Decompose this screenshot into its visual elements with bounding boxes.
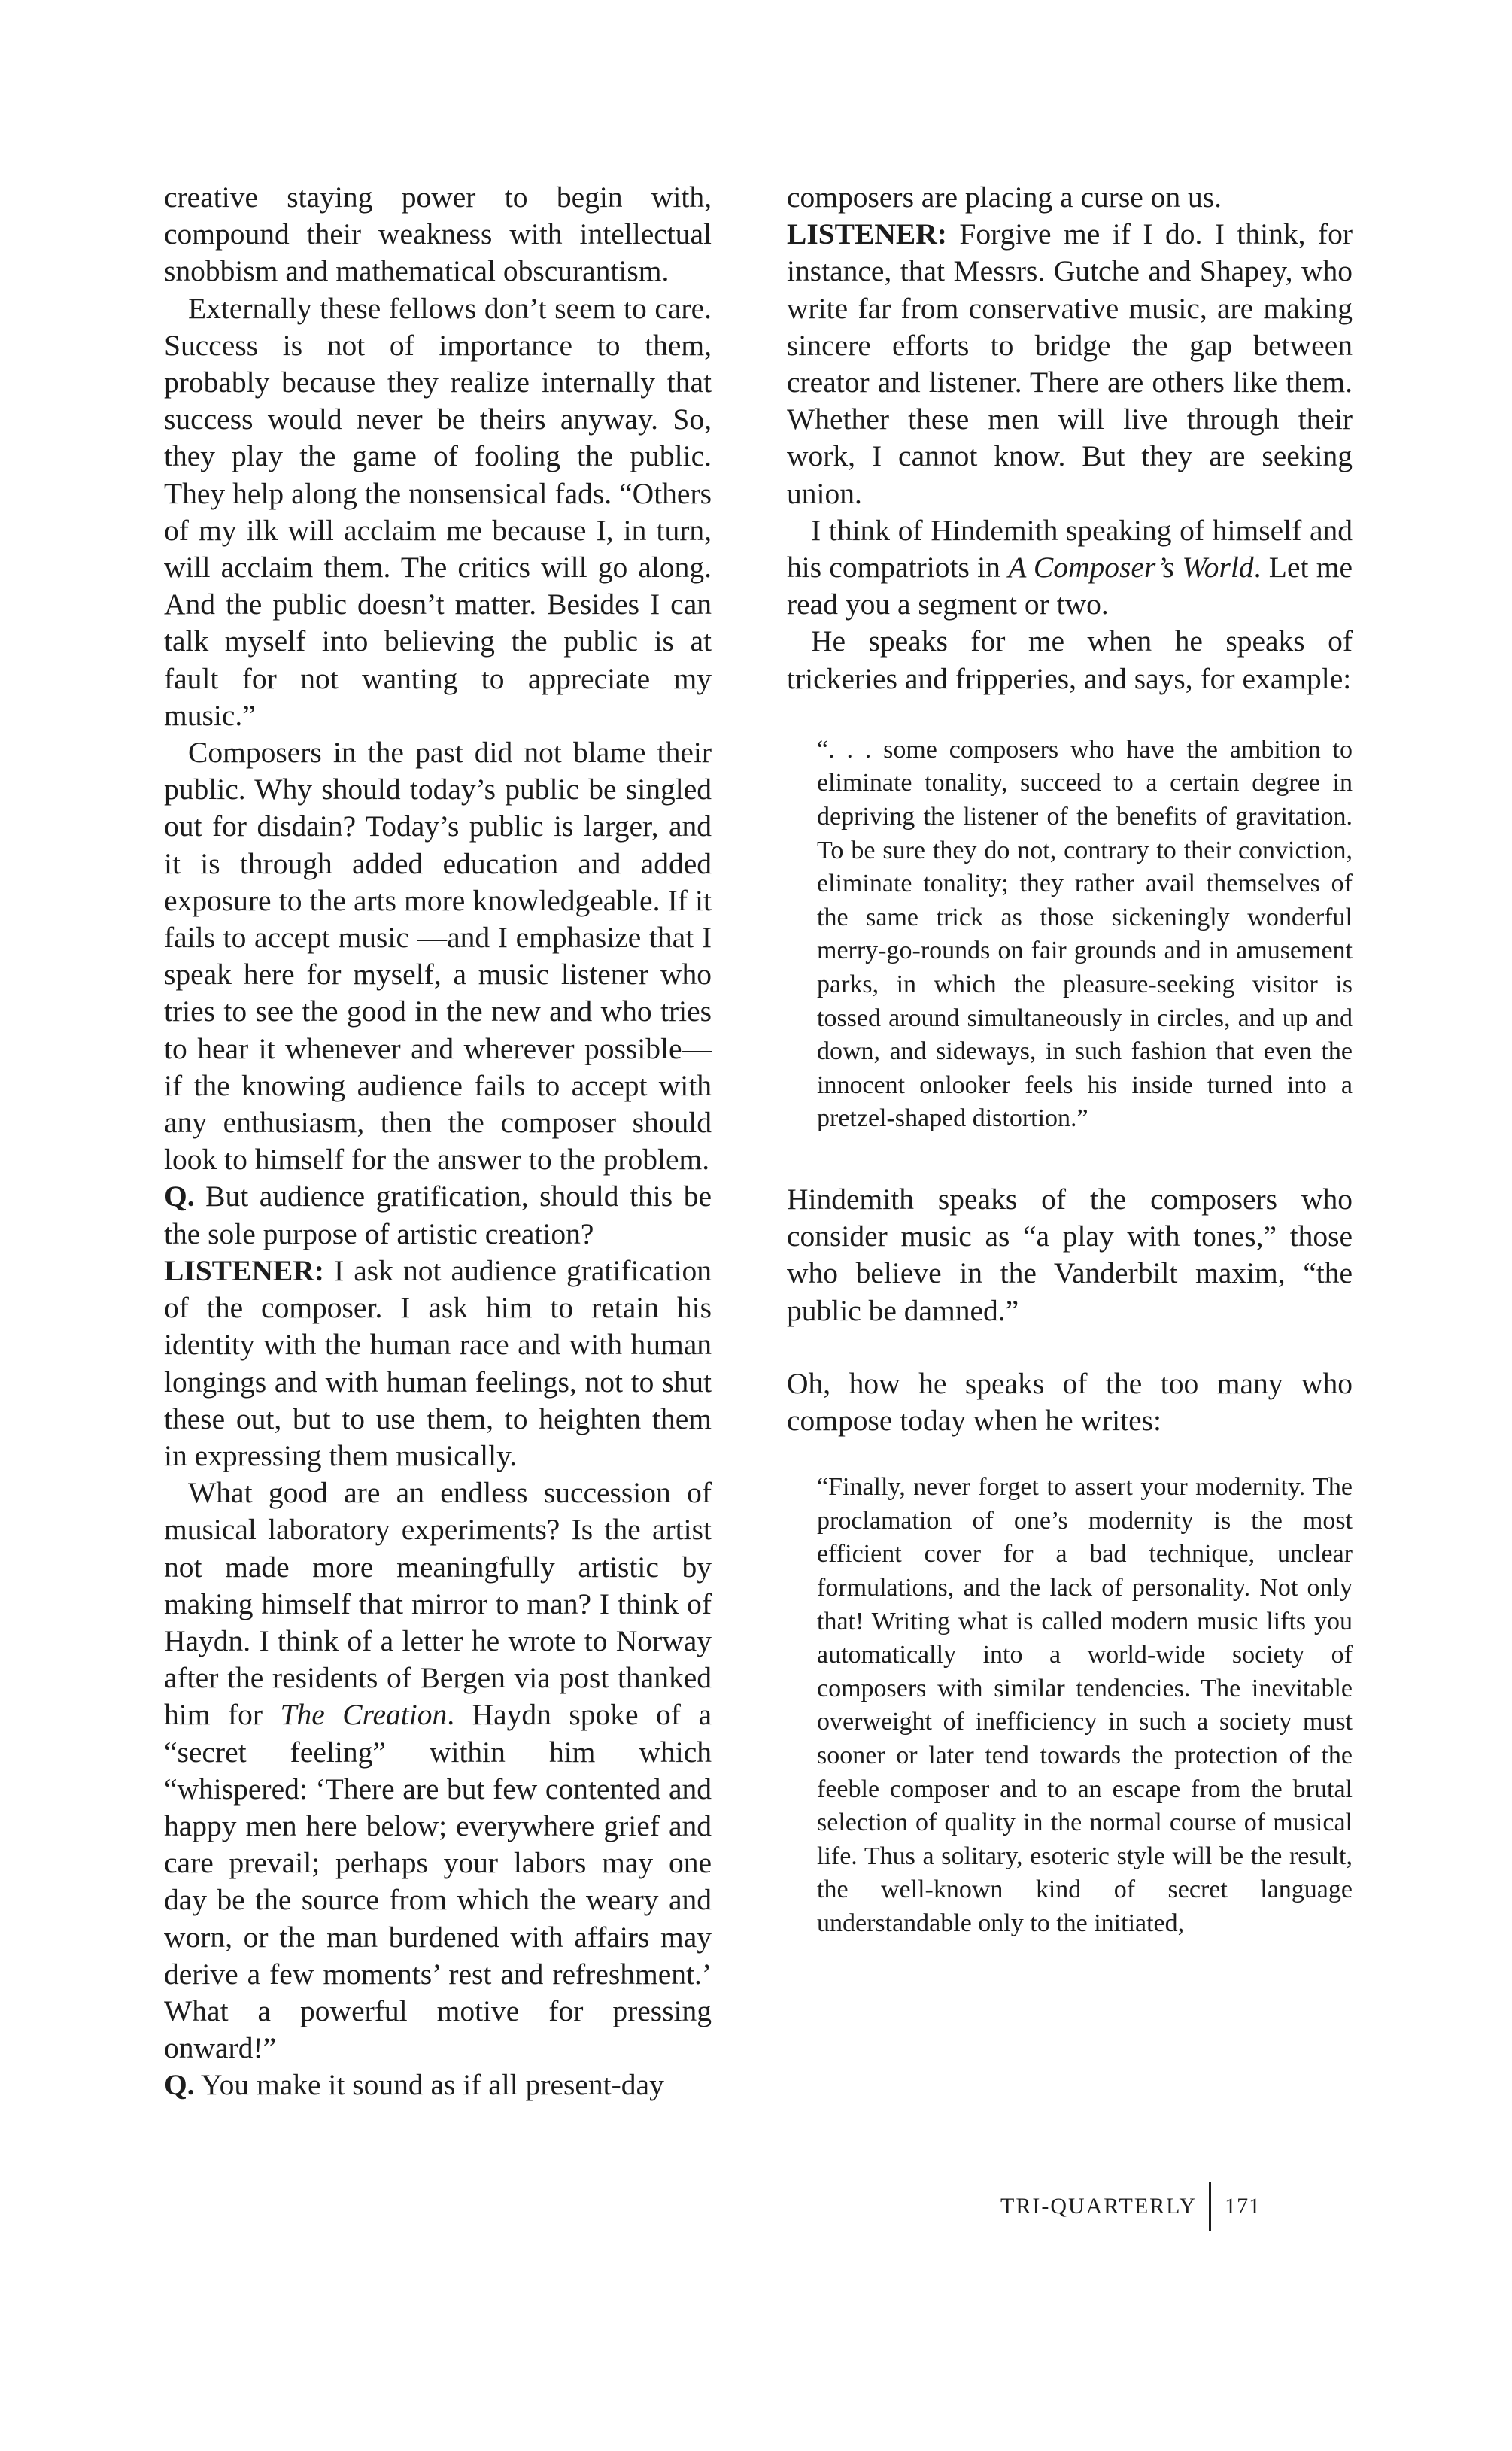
block-quote: “Finally, never forget to assert your modernity. The proclamation of one’s modernity is the most efficient cover for a bad technique, unclear formulations, and the lack of personality. Not only that! Writing what is called modern music lifts you automatically into a world-wide society of composers with similar tendencies. The inevitable overweight of inefficiency in such a society must sooner or later tend towards the protection of the feeble composer and to an escape from the brutal selection of quality in the normal course of musical life. Thus a solitary, esoteric style will be the result, the well-known kind of secret language understandable only to the initiated, bbox=[817, 1473, 1353, 1937]
left-column bbox=[164, 179, 712, 2104]
right-column bbox=[787, 179, 1353, 1941]
speaker-label: Q. bbox=[164, 2068, 195, 2102]
paragraph: He speaks for me when he speaks of trickeries and fripperies, and says, for example: bbox=[787, 624, 1353, 695]
listener-paragraph bbox=[164, 1253, 712, 1475]
speaker-label: LISTENER: bbox=[164, 1253, 324, 1287]
speaker-label: LISTENER: bbox=[787, 217, 947, 251]
paragraph: Hindemith speaks of the composers who consider music as “a play with tones,” those who believe in the Vanderbilt maxim, “the public be damned.” bbox=[787, 1182, 1353, 1327]
question-text: But audience gratification, should this be the sole purpose of artistic creation? bbox=[164, 1180, 712, 1250]
listener-text: I ask not audience gratification of the composer. I ask him to retain his identity with the human race and with human longings and with human feelings, not to shut these out, but to use them, to heighten them in expressing them musically. bbox=[164, 1253, 712, 1472]
paragraph: creative staying power to begin with, compound their weakness with intellectual snobbism and mathematical obscurantism. bbox=[164, 181, 712, 288]
text: . Let me read you a segment or two. bbox=[787, 551, 1353, 621]
journal-name: TRI-QUARTERLY bbox=[1000, 2194, 1198, 2219]
page-footer bbox=[1000, 2182, 1261, 2231]
text: . Haydn spoke of a “secret feeling” within him which “whispered: ‘There are but few contented and happy men here below; everywhere grief and care prevail; perhaps your labors may one day be the source from which the weary and worn, or the man burdened with affairs may derive a few moments’ rest and refreshment.’ What a powerful motive for pressing onward!” bbox=[164, 1698, 712, 2065]
listener-paragraph bbox=[787, 216, 1353, 512]
paragraph: composers are placing a curse on us. bbox=[787, 181, 1222, 214]
speaker-label: Q. bbox=[164, 1180, 195, 1213]
paragraph bbox=[164, 1475, 712, 2067]
text: I think of Hindemith speaking of himself and his compatriots in bbox=[787, 513, 1353, 585]
page-number: 171 bbox=[1225, 2194, 1262, 2219]
paragraph: Externally these fellows don’t seem to care. Success is not of importance to them, probably because they realize internally that success would never be theirs anyway. So, they play the game of fooling the public. They help along the nonsensical fads. “Others of my ilk will acclaim me because I, in turn, will acclaim them. The critics will go along. And the public doesn’t matter. Besides I can talk myself into believing the public is at fault for not wanting to appreciate my music.” bbox=[164, 291, 712, 732]
question-paragraph bbox=[164, 2067, 712, 2103]
listener-text: Forgive me if I do. I think, for instance, that Messrs. Gutche and Shapey, who write far from conservative music, are making sincere efforts to bridge the gap between creator and listener. There are others like them. Whether these men will live through their work, I cannot know. But they are seeking union. bbox=[787, 217, 1353, 510]
block-quote: “. . . some composers who have the ambition to eliminate tonality, succeed to a certain degree in depriving the listener of the benefits of gravitation. To be sure they do not, contrary to their conviction, eliminate tonality; they rather avail themselves of the same trick as those sickeningly wonderful merry-go-rounds on fair grounds and in amusement parks, in which the pleasure-seeking visitor is tossed around simultaneously in circles, and up and down, and sideways, in such fashion that even the innocent onlooker feels his inside turned into a pretzel-shaped distortion.” bbox=[817, 735, 1353, 1133]
footer-divider bbox=[1209, 2182, 1211, 2231]
book-title: A Composer’s World bbox=[1008, 551, 1254, 585]
paragraph: Composers in the past did not blame their public. Why should today’s public be singled out for disdain? Today’s public is larger, and it is through added education and added exposure to the arts more knowledgeable. If it fails to accept music —and I emphasize that I speak here for myself, a music listener who tries to see the good in the new and who tries to hear it whenever and wherever possible—if the knowing audience fails to accept with any enthusiasm, then the composer should look to himself for the answer to the problem. bbox=[164, 736, 712, 1177]
question-text: You make it sound as if all present-day bbox=[194, 2068, 664, 2102]
question-paragraph bbox=[164, 1178, 712, 1252]
work-title: The Creation bbox=[280, 1698, 448, 1732]
paragraph bbox=[787, 512, 1353, 624]
paragraph: Oh, how he speaks of the too many who compose today when he writes: bbox=[787, 1366, 1353, 1437]
text: What good are an endless succession of musical laboratory experiments? Is the artist not made more meaningfully artistic by making himself that mirror to man? I think of Haydn. I think of a letter he wrote to Norway after the residents of Bergen via post thanked him for bbox=[164, 1476, 712, 1732]
